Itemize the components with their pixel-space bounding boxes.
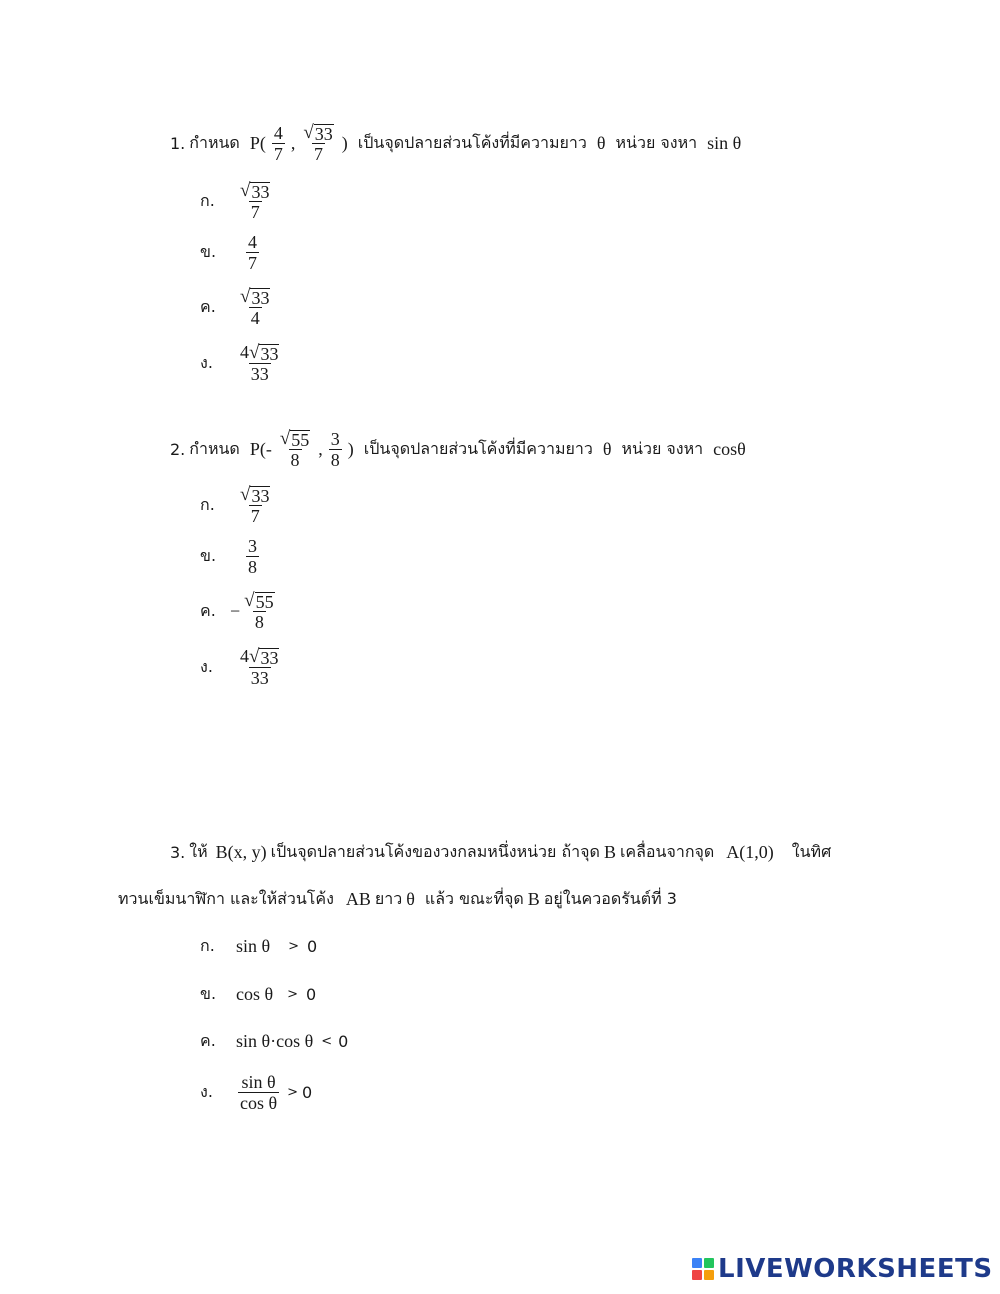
- q2-option-b[interactable]: ข. $\frac{3}{8}$: [200, 536, 257, 577]
- q2-option-a[interactable]: ก. √ 33 7: [200, 484, 270, 526]
- q2-number: 2.: [170, 439, 186, 459]
- q1-text2: หน่วย จงหา: [615, 132, 698, 152]
- q1-option-b[interactable]: ข. $\frac{4}{7}$: [200, 232, 257, 273]
- q2-y-fraction: $\frac{3}{8}$: [330, 428, 340, 470]
- q1-lead: กำหนด: [189, 132, 240, 152]
- q2-option-c[interactable]: ค. − √ 55 8: [200, 590, 274, 632]
- q1-option-c[interactable]: ค. √ 33 4: [200, 286, 270, 328]
- q1-option-a[interactable]: ก. √ 33 7: [200, 180, 270, 222]
- question-3-line-1: 3. ให้ B(x, y) เป็นจุดปลายส่วนโค้งของวงกลมหนึ่งหน่วย ถ้าจุด B เคลื่อนจากจุด A(1,0) ในทิศ: [170, 842, 832, 862]
- q1-y-fraction: √ 33 7: [303, 122, 333, 164]
- q1-x-fraction: $\frac{4}{7}$: [273, 122, 283, 164]
- q1-option-d[interactable]: ง. 4 √ 33 33: [200, 342, 279, 384]
- q2-text: เป็นจุดปลายส่วนโค้งที่มีความยาว: [363, 438, 593, 458]
- q2-point-prefix: P(-: [249, 438, 272, 459]
- q3-option-c[interactable]: ค. sin θ·cos θ < 0: [200, 1031, 349, 1051]
- q3-option-a[interactable]: ก. sin θ > 0: [200, 936, 318, 956]
- question-1-stem: 1. กำหนด P( $\frac{4}{7}$ , √ 33 7 ) เป็นจุดปลายส่วนโค้งที่มีความยาว θ หน่วย จงหา sin θ: [170, 122, 742, 164]
- q2-x-fraction: √ 55 8: [279, 428, 310, 470]
- liveworksheets-logo[interactable]: [692, 1254, 993, 1284]
- q2-theta: θ: [602, 438, 612, 459]
- q2-option-d[interactable]: ง. 4 √ 33 33: [200, 646, 279, 688]
- q1-theta: θ: [596, 132, 606, 153]
- q2-text2: หน่วย จงหา: [621, 438, 704, 458]
- question-2-stem: 2. กำหนด P(- √ 55 8 , $\frac{3}{8}$ ) เป็นจุดปลายส่วนโค้งที่มีความยาว θ หน่วย จงหา cosθ: [170, 428, 746, 470]
- q2-target: cosθ: [713, 438, 746, 459]
- q1-target: sin θ: [707, 132, 742, 153]
- q3-option-b[interactable]: ข. cos θ > 0: [200, 984, 317, 1004]
- q3-option-d[interactable]: ง. $\frac{\text{sin θ}}{\text{cos θ}}$ > 0: [200, 1072, 313, 1113]
- question-3-line-2: ทวนเข็มนาฬิกา และให้ส่วนโค้ง AB ยาว θ แล้ว ขณะที่จุด B อยู่ในควอดรันต์ที่ 3: [118, 889, 677, 909]
- q2-lead: กำหนด: [189, 438, 240, 458]
- logo-text: LIVEWORKSHEETS: [718, 1254, 993, 1284]
- q1-number: 1.: [170, 133, 186, 153]
- logo-icon: [692, 1258, 714, 1280]
- q1-point-prefix: P(: [249, 132, 266, 153]
- q1-text: เป็นจุดปลายส่วนโค้งที่มีความยาว: [357, 132, 587, 152]
- q3-number: 3.: [170, 843, 186, 862]
